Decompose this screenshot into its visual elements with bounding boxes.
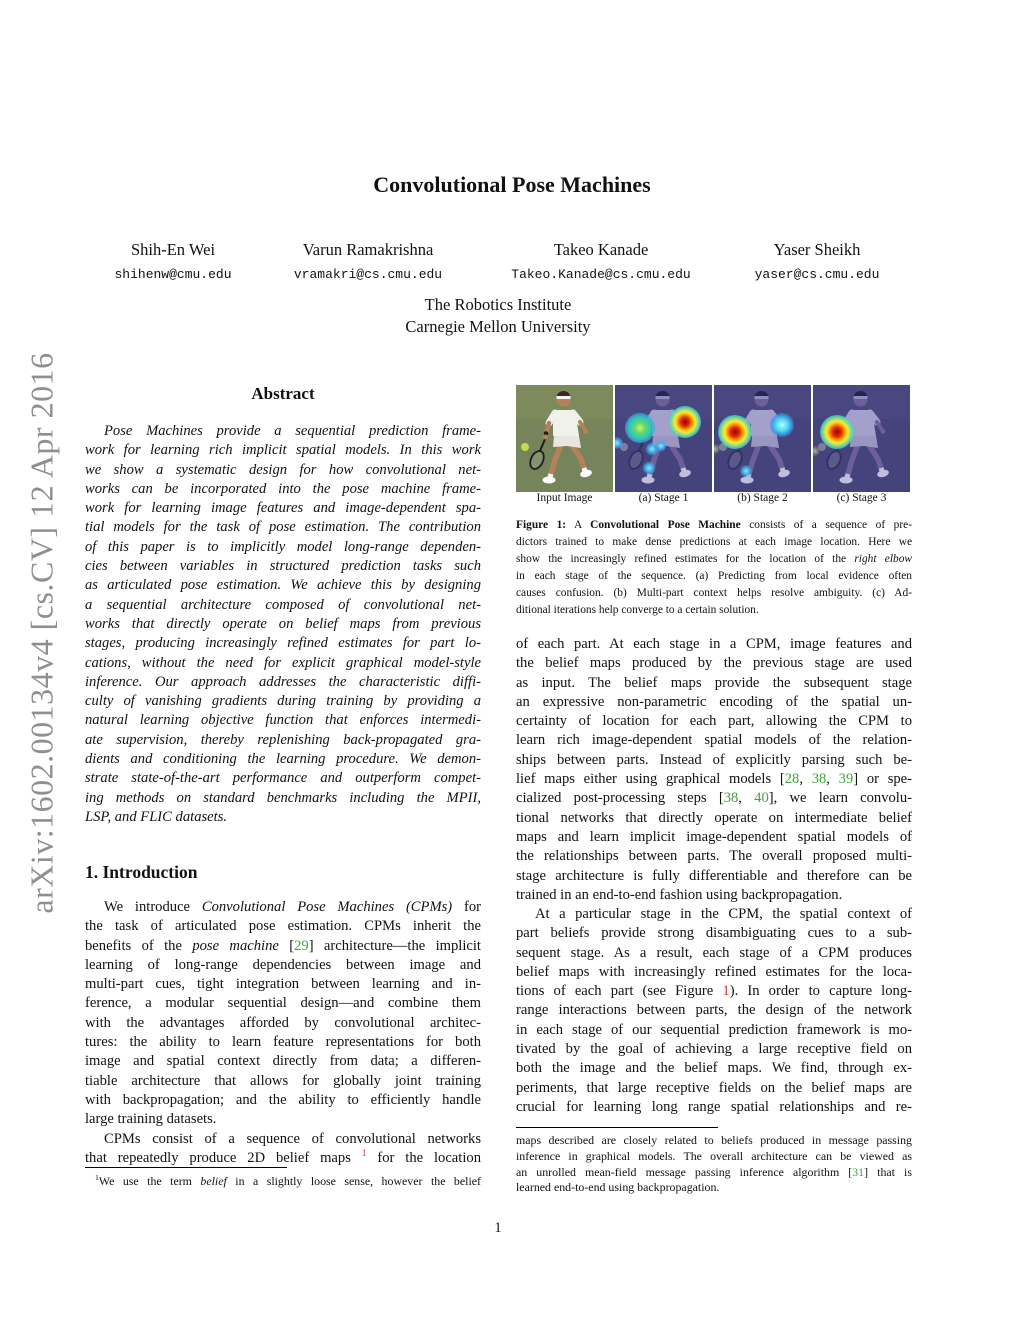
author-email[interactable]: yaser@cs.cmu.edu bbox=[754, 267, 880, 282]
text-segment: 1 bbox=[95, 1173, 99, 1183]
text-line bbox=[85, 1130, 481, 1149]
text-segment: belief maps with increasingly refined estimates for the loca- bbox=[516, 963, 912, 980]
text-line bbox=[85, 654, 481, 673]
text-segment: tivated by the goal of achieving a large receptive field on bbox=[516, 1041, 912, 1058]
text-segment: right elbow bbox=[854, 552, 912, 565]
right-paragraph-2 bbox=[516, 905, 912, 1117]
text-segment: , bbox=[738, 790, 755, 807]
arxiv-watermark: arXiv:1602.00134v4 [cs.CV] 12 Apr 2016 bbox=[23, 352, 60, 914]
text-segment: Convolutional Pose Machines (CPMs) bbox=[201, 899, 453, 915]
text-line bbox=[85, 692, 481, 711]
text-segment: works that directly operate on belief maps from previous bbox=[85, 615, 481, 632]
text-segment: ] architecture—the implicit bbox=[308, 937, 481, 954]
citation-link[interactable]: 39 bbox=[838, 771, 854, 788]
text-line bbox=[85, 461, 481, 480]
text-line bbox=[516, 585, 912, 602]
text-segment: stages, producing increasingly refined estimates for part lo- bbox=[85, 635, 481, 652]
text-line bbox=[516, 963, 912, 982]
text-line bbox=[516, 534, 912, 551]
footnote-right bbox=[516, 1133, 912, 1196]
text-segment: , bbox=[799, 771, 812, 788]
text-line bbox=[85, 769, 481, 788]
text-segment: dients and conditioning the learning procedure. We demon- bbox=[85, 751, 481, 768]
text-line bbox=[516, 1098, 912, 1117]
text-segment: as input. The belief maps provide the subsequent stage bbox=[516, 674, 912, 691]
text-line bbox=[85, 499, 481, 518]
text-segment: natural learning objective function that enforces intermedi- bbox=[85, 712, 481, 729]
text-line bbox=[516, 751, 912, 770]
text-line bbox=[85, 1174, 481, 1190]
text-segment: Pose Machines provide a sequential prediction frame- bbox=[104, 423, 481, 439]
abstract-text bbox=[85, 422, 481, 827]
text-segment: lief maps either using graphical models [ bbox=[516, 771, 785, 788]
citation-link[interactable]: 1 bbox=[722, 983, 730, 1000]
text-segment: maps and learn implicit image-dependent spatial models of bbox=[516, 828, 912, 845]
text-line bbox=[516, 731, 912, 750]
text-segment: culty of vanishing gradients during training by providing a bbox=[85, 693, 481, 710]
affiliation bbox=[0, 294, 996, 338]
text-segment: range interactions between parts, the design of the network bbox=[516, 1002, 912, 1019]
text-segment: both the image and the belief maps. We find, through ex- bbox=[516, 1060, 912, 1077]
text-segment: for bbox=[452, 899, 481, 915]
text-segment: work for learning rich implicit spatial models. In this work bbox=[85, 442, 481, 459]
text-line bbox=[516, 886, 912, 905]
text-segment: of each part. At each stage in a CPM, image features and bbox=[516, 636, 912, 652]
figure-1-panels bbox=[516, 385, 912, 492]
text-segment: benefits of the bbox=[85, 937, 193, 954]
text-line bbox=[85, 711, 481, 730]
text-segment: ] or spe- bbox=[853, 771, 913, 788]
panel-stage-2 bbox=[714, 385, 811, 492]
text-segment: works can be incorporated into the pose machine frame- bbox=[85, 480, 481, 497]
text-segment: Figure 1: bbox=[516, 519, 567, 531]
text-segment: ing methods on standard benchmarks including the MPII, bbox=[85, 789, 481, 806]
text-segment: ], we learn convolu- bbox=[768, 790, 913, 807]
text-segment: show the increasingly refined estimates for the location of the bbox=[516, 552, 855, 565]
text-segment: for the location bbox=[366, 1150, 481, 1167]
text-segment: inference. Our approach addresses the characteristic diffi- bbox=[85, 673, 481, 690]
text-line bbox=[85, 956, 481, 975]
text-segment: Convolutional Pose Machine bbox=[590, 519, 741, 531]
text-line bbox=[516, 905, 912, 924]
text-segment: maps described are closely related to beliefs produced in message passing bbox=[516, 1133, 912, 1147]
citation-link[interactable]: 38 bbox=[723, 790, 739, 807]
text-line bbox=[516, 674, 912, 693]
panel-label-stage2: (b) Stage 2 bbox=[737, 492, 788, 504]
text-segment: an expressive non-parametric encoding of the spatial un- bbox=[516, 693, 912, 710]
right-paragraph-1 bbox=[516, 635, 912, 905]
text-line bbox=[85, 518, 481, 537]
text-line bbox=[85, 937, 481, 956]
text-segment: CPMs consist of a sequence of convolutional networks bbox=[104, 1131, 481, 1147]
text-line bbox=[85, 615, 481, 634]
text-line bbox=[516, 551, 912, 568]
author-block-2 bbox=[294, 240, 442, 282]
text-line bbox=[516, 712, 912, 731]
panel-input-image bbox=[516, 385, 613, 492]
text-segment: work for learning image features and image-dependent spa- bbox=[85, 500, 481, 517]
author-name: Yaser Sheikh bbox=[773, 240, 861, 259]
text-line bbox=[85, 898, 481, 917]
text-segment: pose machine bbox=[192, 937, 279, 954]
text-line bbox=[85, 917, 481, 936]
text-segment: sequent stage. As a result, each stage of a CPM produces bbox=[516, 944, 912, 961]
author-name: Takeo Kanade bbox=[553, 240, 649, 259]
text-segment: periments, that large receptive fields on the belief maps are bbox=[516, 1079, 912, 1096]
text-segment: large training datasets. bbox=[85, 1111, 217, 1128]
text-segment: ] that is bbox=[864, 1164, 912, 1179]
text-segment: the relationships between parts. The overall proposed multi- bbox=[516, 848, 912, 865]
text-line bbox=[516, 693, 912, 712]
text-segment: We use the term bbox=[98, 1174, 201, 1188]
text-line bbox=[85, 1052, 481, 1071]
text-line bbox=[516, 1180, 912, 1196]
page-number: 1 bbox=[494, 1220, 502, 1236]
text-segment: that repeatedly produce 2D belief maps bbox=[85, 1150, 362, 1167]
text-line bbox=[85, 596, 481, 615]
citation-link[interactable]: 38 bbox=[811, 771, 827, 788]
text-segment: At a particular stage in the CPM, the spatial context of bbox=[535, 906, 912, 922]
text-line bbox=[516, 1079, 912, 1098]
text-segment: ditional iterations help converge to a certain solution. bbox=[516, 603, 759, 616]
text-segment: certainty of location for each part, allowing the CPM to bbox=[516, 713, 912, 730]
text-line bbox=[516, 867, 912, 886]
text-line bbox=[516, 635, 912, 654]
text-segment: crucial for learning long range spatial relationships and re- bbox=[516, 1098, 912, 1115]
text-line bbox=[516, 517, 912, 534]
text-segment: stage architecture is fully differentiable and therefore can be bbox=[516, 867, 912, 884]
text-line bbox=[85, 731, 481, 750]
text-segment: of this paper is to implicitly model long-range dependen- bbox=[85, 538, 481, 555]
text-segment: inference in graphical models. The overall architecture can be viewed as bbox=[516, 1148, 912, 1163]
text-segment: cialized post-processing steps [ bbox=[516, 790, 724, 807]
text-segment: as articulated pose estimation. We achieve this by designing bbox=[85, 577, 481, 594]
text-segment: strate state-of-the-art performance and outperform compet- bbox=[85, 770, 481, 787]
text-segment: learned end-to-end using backpropagation. bbox=[516, 1180, 720, 1195]
text-segment: , bbox=[826, 771, 839, 788]
text-segment: causes confusion. (b) Multi-part context helps resolve ambiguity. (c) Ad- bbox=[516, 586, 912, 599]
intro-paragraph-2 bbox=[85, 1130, 481, 1169]
text-segment: tional networks that directly operate on intermediate belief bbox=[516, 809, 912, 826]
text-segment: tions of each part (see Figure bbox=[516, 983, 723, 1000]
text-segment: in each stage of the sequence. (a) Predicting from local evidence often bbox=[516, 569, 912, 582]
text-line bbox=[85, 750, 481, 769]
figure-1-caption bbox=[516, 517, 912, 618]
footnote-rule-left bbox=[85, 1167, 287, 1168]
text-line bbox=[85, 975, 481, 994]
author-email[interactable]: Takeo.Kanade@cs.cmu.edu bbox=[511, 267, 691, 282]
text-segment: [ bbox=[278, 937, 295, 954]
footnote-rule-right bbox=[516, 1127, 718, 1128]
text-segment: ference, a modular sequential design—and combine them bbox=[85, 995, 481, 1012]
citation-link[interactable]: 29 bbox=[294, 937, 309, 954]
text-segment: with the advantages afforded by convolutional architec- bbox=[85, 1014, 481, 1031]
affiliation-institute: The Robotics Institute bbox=[424, 295, 572, 314]
text-segment: we show a systematic design for how convolutional net- bbox=[85, 461, 481, 478]
text-segment: learn rich image-dependent spatial models of the relation- bbox=[516, 732, 912, 749]
text-line bbox=[516, 944, 912, 963]
text-line bbox=[516, 1001, 912, 1020]
text-segment: dictors trained to make dense predictions at each image location. Here we bbox=[516, 535, 912, 548]
citation-link[interactable]: 28 bbox=[784, 771, 800, 788]
text-line bbox=[516, 982, 912, 1001]
text-line bbox=[85, 1072, 481, 1091]
author-block-1 bbox=[114, 240, 231, 282]
text-segment: tial models for the task of pose estimation. The contribution bbox=[85, 519, 481, 536]
text-segment: in each stage of our sequential prediction framework is mo- bbox=[516, 1021, 912, 1038]
text-segment: learning of long-range dependencies between image and bbox=[85, 956, 481, 973]
footnote-left bbox=[85, 1174, 481, 1190]
affiliation-university: Carnegie Mellon University bbox=[405, 317, 591, 336]
intro-paragraph-1 bbox=[85, 898, 481, 1130]
text-line bbox=[516, 847, 912, 866]
text-segment: LSP, and FLIC datasets. bbox=[85, 808, 228, 825]
citation-link[interactable]: 1 bbox=[361, 1149, 367, 1160]
text-line bbox=[85, 808, 481, 827]
text-segment: image and spatial context directly from data; a differen- bbox=[85, 1053, 481, 1070]
text-segment: A bbox=[566, 519, 591, 531]
text-line bbox=[85, 1149, 481, 1168]
text-line bbox=[516, 789, 912, 808]
text-segment: an unrolled mean-field message passing inference algorithm [ bbox=[516, 1164, 853, 1179]
text-segment: a sequential architecture composed of convolutional net- bbox=[85, 596, 481, 613]
text-line bbox=[85, 1091, 481, 1110]
figure-1-panel-labels bbox=[516, 492, 912, 504]
text-line bbox=[85, 538, 481, 557]
text-line bbox=[516, 1021, 912, 1040]
text-segment: part beliefs provide strong disambiguating cues to a sub- bbox=[516, 925, 912, 942]
text-line bbox=[516, 1059, 912, 1078]
author-email[interactable]: vramakri@cs.cmu.edu bbox=[293, 267, 443, 282]
text-line bbox=[516, 602, 912, 619]
text-segment: trained in an end-to-end fashion using backpropagation. bbox=[516, 886, 843, 903]
text-segment: ). In order to capture long- bbox=[729, 983, 912, 1000]
citation-link[interactable]: 40 bbox=[754, 790, 769, 807]
text-line bbox=[85, 673, 481, 692]
text-segment: We introduce bbox=[104, 899, 202, 915]
text-line bbox=[85, 422, 481, 441]
panel-label-input: Input Image bbox=[536, 492, 593, 504]
text-segment: consists of a sequence of pre- bbox=[740, 519, 912, 531]
text-segment: tures: the ability to learn feature representations for both bbox=[85, 1034, 481, 1051]
panel-label-stage3: (c) Stage 3 bbox=[836, 492, 887, 504]
author-name: Shih-En Wei bbox=[130, 240, 216, 259]
text-line bbox=[85, 634, 481, 653]
text-segment: the task of articulated pose estimation. CPMs inherit the bbox=[85, 918, 481, 935]
text-line bbox=[516, 1149, 912, 1165]
text-segment: cations, without the need for explicit graphical model-style bbox=[85, 654, 481, 671]
text-line bbox=[85, 994, 481, 1013]
text-line bbox=[85, 1014, 481, 1033]
text-line bbox=[516, 828, 912, 847]
text-segment: with backpropagation; and the ability to efficiently handle bbox=[85, 1091, 481, 1108]
text-segment: ate supervision, thereby replenishing back-propagated gra- bbox=[85, 731, 481, 748]
citation-link[interactable]: 31 bbox=[852, 1164, 865, 1179]
text-line bbox=[516, 654, 912, 673]
text-line bbox=[516, 770, 912, 789]
text-line bbox=[516, 924, 912, 943]
text-line bbox=[85, 557, 481, 576]
text-line bbox=[516, 568, 912, 585]
text-line bbox=[85, 441, 481, 460]
text-segment: tiable architecture that allows for globally joint training bbox=[85, 1072, 481, 1089]
panel-stage-3 bbox=[813, 385, 910, 492]
text-line bbox=[85, 1033, 481, 1052]
text-line bbox=[516, 1165, 912, 1181]
paper-title: Convolutional Pose Machines bbox=[373, 172, 651, 197]
text-line bbox=[85, 789, 481, 808]
author-email[interactable]: shihenw@cmu.edu bbox=[114, 267, 232, 282]
text-line bbox=[85, 1110, 481, 1129]
author-block-3 bbox=[511, 240, 690, 282]
abstract-heading: Abstract bbox=[251, 384, 315, 403]
text-segment: ships between parts. Instead of explicitly parsing such be- bbox=[516, 751, 912, 768]
text-line bbox=[516, 1040, 912, 1059]
text-line bbox=[516, 1133, 912, 1149]
text-line bbox=[85, 480, 481, 499]
section-heading-introduction: 1. Introduction bbox=[85, 862, 198, 882]
text-segment: in a slightly loose sense, however the belief bbox=[226, 1174, 481, 1188]
text-segment: belief bbox=[200, 1174, 227, 1188]
author-name: Varun Ramakrishna bbox=[302, 240, 434, 259]
text-segment: cies between variables in structured prediction tasks such bbox=[85, 558, 481, 575]
author-block-4 bbox=[755, 240, 880, 282]
text-segment: multi-part cues, tight integration between learning and in- bbox=[85, 976, 481, 993]
panel-stage-1 bbox=[615, 385, 712, 492]
text-line bbox=[85, 576, 481, 595]
text-segment: the belief maps produced by the previous stage are used bbox=[516, 655, 912, 672]
text-line bbox=[516, 809, 912, 828]
panel-label-stage1: (a) Stage 1 bbox=[638, 492, 689, 504]
